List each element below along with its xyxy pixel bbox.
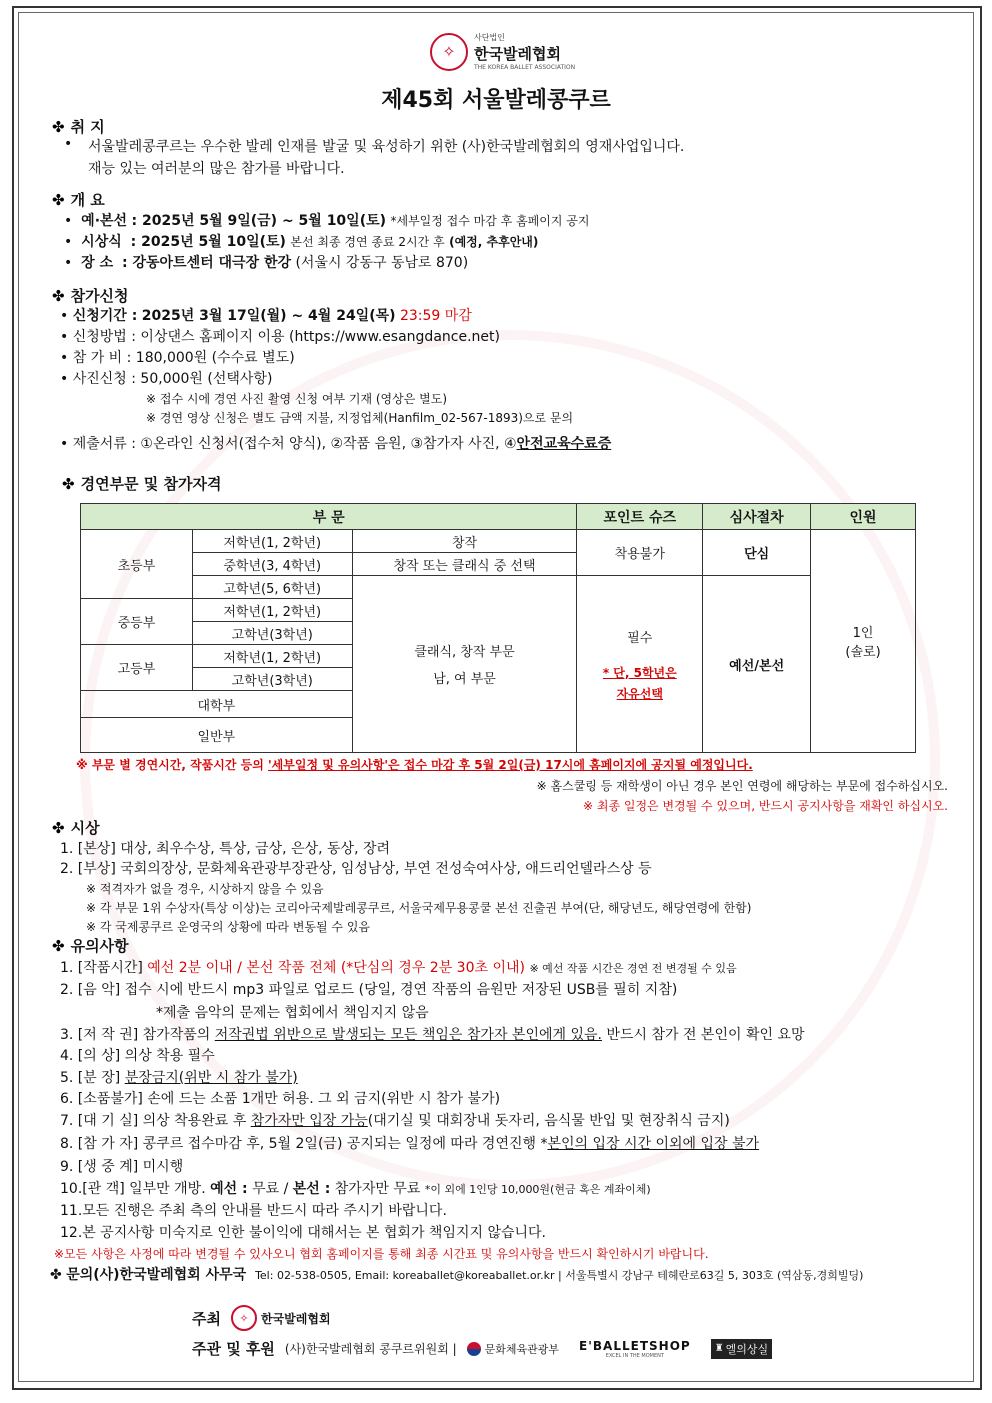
bullet: • [64,136,73,152]
header-pointe-shoes: 포인트 슈즈 [577,504,703,530]
genre-main-cell: 클래식, 창작 부문 남, 여 부문 [352,576,577,753]
grade-cell: 중학년(3, 4학년) [192,553,352,576]
hanger-icon: ♜ [714,1343,724,1354]
dancer-icon: ✧ [231,1305,257,1331]
judging-single: 단심 [703,530,811,576]
division-warning: ※ 부문 별 경연시간, 작품시간 등의 '세부일정 및 유의사항'은 접수 마감 후 5월 2일(금) 17시에 홈페이지에 공지될 예정입니다. [76,758,753,772]
final-notice: ※모든 사항은 사정에 따라 변경될 수 있사오니 협회 홈페이지를 통해 최종 시간표 및 유의사항을 반드시 확인하시기 바랍니다. [54,1247,709,1261]
award-note-1: ※ 적격자가 없을 경우, 시상하지 않을 수 있음 [86,882,324,896]
note-item-5: 5. [분 장] 분장금지(위반 시 참가 불가) [60,1070,298,1086]
division-high: 고등부 [81,645,193,691]
club-icon: ✤ [50,1267,62,1283]
division-university: 대학부 [81,691,353,718]
note-item-7: 7. [대 기 실] 의상 착용완료 후 참가자만 입장 가능(대기실 및 대회장내 돗자리, 음식물 반입 및 현장취식 금지) [60,1113,730,1129]
ministry-logo: 문화체육관광부 [467,1341,559,1357]
division-general: 일반부 [81,718,353,753]
section-purpose-heading: ✤ 취 지 [52,118,105,136]
note-item-11: 11.모든 진행은 주최 측의 안내를 반드시 따라 주시기 바랍니다. [60,1203,447,1219]
apply-fee: • 참 가 비 : 180,000원 (수수료 별도) [60,350,295,366]
org-small-label: 사단법인 [474,33,505,42]
homeschool-note: ※ 홈스쿨링 등 재학생이 아닌 경우 본인 연령에 해당하는 부문에 접수하십시오. [536,779,948,793]
grade-cell: 고학년(5, 6학년) [192,576,352,599]
organizer-value: (사)한국발레협회 콩쿠르위원회 | [284,1342,457,1356]
shoes-required: 필수 * 단, 5학년은 자유선택 [577,576,703,753]
club-icon: ✤ [52,191,65,209]
table-row [81,530,916,553]
grade-cell: 저학년(1, 2학년) [192,599,352,622]
header-judging: 심사절차 [703,504,811,530]
organizer-label: 주관 및 후원 [192,1340,275,1358]
contact-line: ✤ 문의(사)한국발레협회 사무국 Tel: 02-538-0505, Email: koreaballet@koreaballet.or.kr | 서울특별시 강남구 테헤란로63길 5, 303호 (역삼동,경희빌딩) [50,1267,864,1283]
org-english-name: THE KOREA BALLET ASSOCIATION [474,64,576,71]
apply-photo: • 사진신청 : 50,000원 (선택사항) [60,371,273,387]
grade-cell: 고학년(3학년) [192,668,352,691]
divisions-table [80,503,916,753]
org-name: 한국발레협회 [474,45,561,63]
overview-row-ceremony: • 시상식 : 2025년 5월 10일(토) 본선 최종 경연 종료 2시간 후 (예정, 추후안내) [64,234,539,250]
grade-cell: 고학년(3학년) [192,622,352,645]
note-item-9: 9. [생 중 계] 미시행 [60,1159,184,1175]
club-icon: ✤ [52,287,65,305]
note-item-1: 1. [작품시간] 예선 2분 이내 / 본선 작품 전체 (*단심의 경우 2분 30초 이내) ※ 예선 작품 시간은 경연 전 변경될 수 있음 [60,960,737,976]
note-item-8: 8. [참 가 자] 콩쿠르 접수마감 후, 5월 2일(금) 공지되는 일정에 따라 경연진행 *본인의 입장 시간 이외에 입장 불가 [60,1136,760,1152]
header-count: 인원 [811,504,916,530]
note-item-3: 3. [저 작 권] 참가작품의 저작권법 위반으로 발생되는 모든 책임은 참가자 본인에게 있음. 반드시 참가 전 본인이 확인 요망 [60,1027,805,1043]
header-division: 부 문 [81,504,577,530]
page-title: 제45회 서울발레콩쿠르 [381,88,611,113]
award-note-3: ※ 각 국제콩쿠르 운영국의 상황에 따라 변동될 수 있음 [86,920,371,934]
club-icon: ✤ [62,475,75,493]
note-item-12: 12.본 공지사항 미숙지로 인한 불이익에 대해서는 본 협회가 책임지지 않습니다. [60,1225,547,1241]
club-icon: ✤ [52,937,65,955]
note-item-4: 4. [의 상] 의상 착용 필수 [60,1048,215,1064]
note-item-2: 2. [음 악] 접수 시에 반드시 mp3 파일로 업로드 (당일, 경연 작품의 음원만 저장된 USB를 필히 지참) [60,982,678,998]
club-icon: ✤ [52,118,65,136]
purpose-line-2: 재능 있는 여러분의 많은 참가를 바랍니다. [88,161,345,177]
genre-cell: 창작 [352,530,577,553]
award-main: 1. [본상] 대상, 최우수상, 특상, 금상, 은상, 동상, 장려 [60,841,391,857]
award-extra: 2. [부상] 국회의장상, 문화체육관광부장관상, 임성남상, 부연 전성숙여사상, 애드리언델라스상 등 [60,861,652,877]
award-note-2: ※ 각 부문 1위 수상자(특상 이상)는 코리아국제발레콩쿠르, 서울국제무용콩쿨 본선 진출권 부여(단, 해당년도, 해당연령에 한함) [86,901,752,915]
shoes-not-allowed: 착용불가 [577,530,703,576]
section-awards-heading: ✤ 시상 [52,819,100,837]
balletshop-logo: E'BALLETSHOP EXCEL IN THE MOMENT [579,1338,691,1359]
count-cell: 1인 (솔로) [811,530,916,753]
host-logo: ✧ 한국발레협회 [231,1305,331,1331]
judging-multi: 예선/본선 [703,576,811,753]
schedule-change-note: ※ 최종 일정은 변경될 수 있으며, 반드시 공지사항을 재확인 하십시오. [583,799,948,813]
overview-row-schedule: • 예·본선 : 2025년 5월 9일(금) ~ 5월 10일(토) *세부일정 접수 마감 후 홈페이지 공지 [64,213,590,229]
club-icon: ✤ [52,819,65,837]
host-label: 주최 [192,1309,221,1328]
genre-cell: 창작 또는 클래식 중 선택 [352,553,577,576]
note-item-6: 6. [소품불가] 손에 드는 소품 1개만 허용. 그 외 금지(위반 시 참가 불가) [60,1091,501,1107]
host-row [192,1305,331,1331]
grade-cell: 저학년(1, 2학년) [192,645,352,668]
division-middle: 중등부 [81,599,193,645]
section-divisions-heading: ✤ 경연부문 및 참가자격 [62,475,222,493]
section-overview-heading: ✤ 개 요 [52,191,105,209]
grade-cell: 저학년(1, 2학년) [192,530,352,553]
association-logo [430,32,575,71]
apply-note-1: ※ 접수 시에 경연 사진 촬영 신청 여부 기재 (영상은 별도) [146,392,447,406]
section-apply-heading: ✤ 참가신청 [52,287,129,305]
dancer-icon: ✧ [430,33,468,71]
note-item-10: 10.[관 객] 일부만 개방. 예선 : 무료 / 본선 : 참가자만 무료 *이 외에 1인당 10,000원(현금 혹은 계좌이체) [60,1181,651,1197]
purpose-line-1: 서울발레콩쿠르는 우수한 발레 인재를 발굴 및 육성하기 위한 (사)한국발레협회의 영재사업입니다. [88,139,685,155]
apply-docs: • 제출서류 : ①온라인 신청서(접수처 양식), ②작품 음원, ③참가자 사진, ④안전교육수료증 [60,436,612,452]
table-header-row [81,504,916,530]
apply-period: • 신청기간 : 2025년 3월 17일(월) ~ 4월 24일(목) 23:59 마감 [60,308,472,324]
taegeuk-icon [467,1342,481,1356]
table-row [81,576,916,599]
note-item-2-sub: *제출 음악의 문제는 협회에서 책임지지 않음 [156,1005,429,1021]
apply-method: • 신청방법 : 이상댄스 홈페이지 이용 (https://www.esangdance.net) [60,329,500,345]
costume-shop-logo: ♜ 엘의상실 [711,1339,772,1359]
organizer-row [192,1338,772,1359]
section-notes-heading: ✤ 유의사항 [52,937,129,955]
overview-row-venue: • 장 소 : 강동아트센터 대극장 한강 (서울시 강동구 동남로 870) [64,255,469,271]
division-elementary: 초등부 [81,530,193,599]
apply-note-2: ※ 경연 영상 신청은 별도 금액 지불, 지정업체(Hanfilm_02-567-1893)으로 문의 [146,411,574,425]
